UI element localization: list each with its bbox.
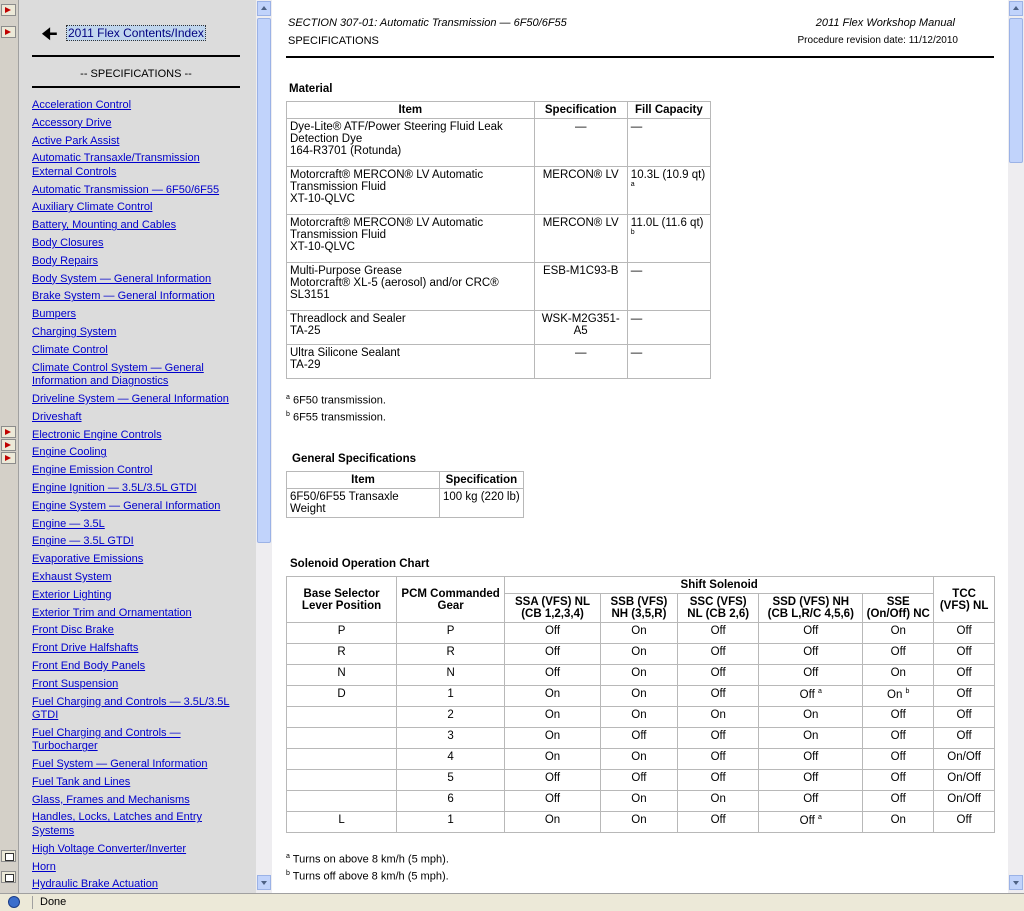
nav-item[interactable] (32, 393, 242, 407)
general-title: General Specifications (292, 453, 416, 465)
state-cell: Off (759, 644, 863, 665)
scroll-down-icon[interactable] (1009, 875, 1023, 890)
gear-cell: 4 (397, 749, 505, 770)
spec-cell: — (534, 119, 627, 167)
fill-cell: — (627, 345, 710, 379)
col-header: SSC (VFS) NL (CB 2,6) (678, 594, 759, 623)
state-cell: Off (678, 665, 759, 686)
state-cell: On (600, 812, 677, 833)
base-cell: R (287, 644, 397, 665)
nav-link[interactable]: Fuel System — General Information (32, 758, 208, 771)
state-cell: Off $^a$ (759, 686, 863, 707)
nav-link[interactable]: Automatic Transmission — 6F50/6F55 (32, 183, 220, 196)
nav-link[interactable]: Exterior Lighting (32, 588, 112, 601)
nav-link-list (32, 99, 242, 893)
col-header: Specification (440, 472, 524, 489)
nav-link[interactable]: Driveline System — General Information (32, 392, 229, 405)
table-row (287, 686, 995, 707)
nav-link[interactable]: Body Repairs (32, 254, 99, 267)
footnote-mark: a (817, 688, 822, 695)
content-scrollbar[interactable] (1008, 0, 1024, 893)
item-cell: Motorcraft® MERCON® LV Automatic Transmission Fluid XT-10-QLVC (287, 215, 535, 263)
gear-cell: 2 (397, 707, 505, 728)
col-header: Fill Capacity (627, 102, 710, 119)
nav-item[interactable] (32, 482, 242, 496)
state-cell: Off (678, 812, 759, 833)
window-icon[interactable] (1, 850, 16, 862)
table-row (287, 263, 711, 311)
arrow-icon[interactable] (1, 439, 16, 451)
nav-item[interactable] (32, 429, 242, 443)
scroll-down-icon[interactable] (257, 875, 271, 890)
state-cell: Off (600, 728, 677, 749)
state-cell: Off (505, 791, 601, 812)
nav-item[interactable] (32, 446, 242, 460)
footnote: $^a$ Turns on above 8 km/h (5 mph). (286, 853, 449, 866)
item-cell: Ultra Silicone Sealant TA-29 (287, 345, 535, 379)
nav-link[interactable]: Automatic Transaxle/Transmission External Controls (32, 152, 200, 178)
state-cell: On/Off (934, 749, 995, 770)
state-cell: Off $^a$ (759, 812, 863, 833)
col-header: TCC (VFS) NL (934, 577, 995, 623)
nav-link[interactable]: Brake System — General Information (32, 290, 215, 303)
nav-item[interactable] (32, 624, 242, 638)
state-cell: Off (505, 644, 601, 665)
prev-arrow-icon[interactable] (1, 26, 16, 38)
nav-item[interactable] (32, 201, 242, 215)
footnote: $^b$ 6F55 transmission. (286, 411, 386, 424)
nav-item[interactable] (32, 500, 242, 514)
col-header: SSE (On/Off) NC (863, 594, 934, 623)
nav-link[interactable]: Climate Control System — General Information and Diagnostics (32, 361, 204, 388)
state-cell: On (505, 749, 601, 770)
base-cell: P (287, 623, 397, 644)
fill-cell: — (627, 311, 710, 345)
nav-link[interactable]: Hydraulic Brake Actuation (32, 878, 158, 891)
state-cell: On (863, 623, 934, 644)
spec-cell: MERCON® LV (534, 167, 627, 215)
col-header: Base Selector Lever Position (287, 577, 397, 623)
col-header: SSA (VFS) NL (CB 1,2,3,4) (505, 594, 601, 623)
footnote-mark: b (905, 688, 910, 695)
state-cell: Off (759, 749, 863, 770)
item-cell: 6F50/6F55 Transaxle Weight (287, 489, 440, 518)
prev-arrow-icon[interactable] (1, 4, 16, 16)
state-cell: Off (759, 665, 863, 686)
table-row (287, 345, 711, 379)
scroll-up-icon[interactable] (257, 1, 271, 16)
nav-item[interactable] (32, 758, 242, 772)
nav-item[interactable] (32, 99, 242, 113)
state-cell: Off (505, 665, 601, 686)
state-cell: Off (934, 707, 995, 728)
state-cell: On (600, 791, 677, 812)
state-cell: Off (934, 812, 995, 833)
footnote-mark: a (817, 814, 822, 821)
table-row (287, 812, 995, 833)
state-cell: Off (678, 749, 759, 770)
nav-item[interactable] (32, 642, 242, 656)
scroll-up-icon[interactable] (1009, 1, 1023, 16)
base-cell: D (287, 686, 397, 707)
state-cell: On (600, 623, 677, 644)
gear-cell: 1 (397, 686, 505, 707)
nav-item[interactable] (32, 362, 242, 389)
table-row (287, 167, 711, 215)
nav-item[interactable] (32, 678, 242, 692)
header-divider (286, 56, 994, 58)
nav-link[interactable]: Exhaust System (32, 570, 112, 583)
footnote-mark: a (630, 181, 635, 188)
table-row (287, 215, 711, 263)
fill-cell: — (627, 119, 710, 167)
nav-link[interactable]: Front Disc Brake (32, 624, 114, 637)
content-scroll-thumb[interactable] (1009, 18, 1023, 163)
nav-link[interactable]: Glass, Frames and Mechanisms (32, 793, 190, 806)
state-cell: Off (505, 623, 601, 644)
base-cell (287, 791, 397, 812)
revision-date: Procedure revision date: 11/12/2010 (797, 35, 958, 46)
contents-index-link[interactable]: 2011 Flex Contents/Index (68, 26, 204, 40)
divider (32, 55, 240, 57)
state-cell: Off (863, 770, 934, 791)
state-cell: Off (934, 623, 995, 644)
gear-cell: R (397, 644, 505, 665)
spec-cell: — (534, 345, 627, 379)
nav-link[interactable]: Front Suspension (32, 677, 119, 690)
nav-item[interactable] (32, 237, 242, 251)
state-cell: On (678, 707, 759, 728)
table-row (287, 665, 995, 686)
state-cell: Off (505, 770, 601, 791)
nav-link[interactable]: Engine Emission Control (32, 464, 153, 477)
nav-item[interactable] (32, 255, 242, 269)
nav-item[interactable] (32, 152, 242, 179)
state-cell: Off (678, 644, 759, 665)
state-cell: On (600, 644, 677, 665)
section-title: SECTION 307-01: Automatic Transmission — 6F50/6F55 (288, 17, 567, 29)
state-cell: Off (934, 644, 995, 665)
state-cell: On (505, 686, 601, 707)
state-cell: On (505, 728, 601, 749)
nav-link[interactable]: Handles, Locks, Latches and Entry Systems (32, 811, 202, 837)
base-cell (287, 728, 397, 749)
state-cell: Off (759, 770, 863, 791)
base-cell: N (287, 665, 397, 686)
nav-link[interactable]: Accessory Drive (32, 116, 112, 129)
col-header: Specification (534, 102, 627, 119)
manual-title: 2011 Flex Workshop Manual (815, 17, 955, 29)
nav-link[interactable]: Fuel Tank and Lines (32, 775, 131, 788)
state-cell: Off (678, 770, 759, 791)
fill-cell: — (627, 263, 710, 311)
nav-item[interactable] (32, 553, 242, 567)
table-row (287, 644, 995, 665)
nav-item[interactable] (32, 794, 242, 808)
nav-link[interactable]: Electronic Engine Controls (32, 428, 162, 441)
state-cell: On (600, 749, 677, 770)
state-cell: On (863, 812, 934, 833)
side-toolbar (0, 0, 19, 893)
state-cell: On (505, 812, 601, 833)
divider (32, 896, 33, 909)
spec-cell: MERCON® LV (534, 215, 627, 263)
nav-item[interactable] (32, 696, 242, 723)
nav-item[interactable] (32, 727, 242, 754)
spec-cell: WSK-M2G351-A5 (534, 311, 627, 345)
table-row (287, 770, 995, 791)
material-table (286, 101, 711, 379)
nav-item[interactable] (32, 464, 242, 478)
state-cell: On (600, 665, 677, 686)
col-header: SSB (VFS) NH (3,5,R) (600, 594, 677, 623)
col-header: Item (287, 102, 535, 119)
spec-cell: 100 kg (220 lb) (440, 489, 524, 518)
state-cell: Off (678, 623, 759, 644)
item-cell: Multi-Purpose Grease Motorcraft® XL-5 (aerosol) and/or CRC® SL3151 (287, 263, 535, 311)
gear-cell: 3 (397, 728, 505, 749)
nav-link[interactable]: Bumpers (32, 308, 77, 321)
state-cell: Off (863, 749, 934, 770)
state-cell: Off (863, 728, 934, 749)
nav-link[interactable]: Auxiliary Climate Control (32, 201, 153, 214)
navigation-pane (19, 0, 256, 893)
fill-cell: 11.0L (11.6 qt) $^b$ (627, 215, 710, 263)
table-row (287, 489, 524, 518)
nav-scroll-thumb[interactable] (257, 18, 271, 543)
nav-item[interactable] (32, 326, 242, 340)
status-bar (0, 893, 1024, 911)
nav-item[interactable] (32, 607, 242, 621)
state-cell: On/Off (934, 770, 995, 791)
state-cell: Off (934, 686, 995, 707)
nav-link[interactable]: Horn (32, 860, 56, 873)
nav-item[interactable] (32, 135, 242, 149)
nav-link[interactable]: Engine — 3.5L (32, 517, 105, 530)
nav-link[interactable]: High Voltage Converter/Inverter (32, 842, 187, 855)
col-header: SSD (VFS) NH (CB L,R/C 4,5,6) (759, 594, 863, 623)
nav-item[interactable] (32, 117, 242, 131)
nav-link[interactable]: Body System — General Information (32, 272, 212, 285)
back-arrow-icon[interactable]: 🠈 (41, 24, 58, 44)
solenoid-chart-table (286, 576, 995, 833)
nav-item[interactable] (32, 861, 242, 875)
state-cell: On (759, 728, 863, 749)
state-cell: On (600, 686, 677, 707)
nav-item[interactable] (32, 290, 242, 304)
state-cell: On (759, 707, 863, 728)
item-cell: Motorcraft® MERCON® LV Automatic Transmission Fluid XT-10-QLVC (287, 167, 535, 215)
nav-item[interactable] (32, 535, 242, 549)
nav-link[interactable]: Battery, Mounting and Cables (32, 219, 177, 232)
nav-item[interactable] (32, 878, 242, 892)
state-cell: Off (863, 791, 934, 812)
table-row (287, 623, 995, 644)
material-title: Material (289, 83, 333, 95)
gear-cell: 1 (397, 812, 505, 833)
nav-item[interactable] (32, 843, 242, 857)
state-cell: Off (934, 665, 995, 686)
nav-link[interactable]: Active Park Assist (32, 134, 120, 147)
base-cell: L (287, 812, 397, 833)
section-subtitle: SPECIFICATIONS (288, 35, 379, 47)
item-cell: Dye-Lite® ATF/Power Steering Fluid Leak Detection Dye 164-R3701 (Rotunda) (287, 119, 535, 167)
nav-item[interactable] (32, 776, 242, 790)
state-cell: Off (863, 644, 934, 665)
footnote-mark: b (630, 229, 635, 236)
table-row (287, 311, 711, 345)
nav-link[interactable]: Engine Cooling (32, 446, 107, 459)
nav-heading: -- SPECIFICATIONS -- (80, 68, 192, 80)
print-icon[interactable] (1, 871, 16, 883)
nav-scrollbar[interactable] (256, 0, 272, 893)
content-area (273, 0, 1008, 893)
arrow-icon[interactable] (1, 426, 16, 438)
nav-link[interactable]: Body Closures (32, 237, 104, 250)
state-cell: Off (600, 770, 677, 791)
nav-item[interactable] (32, 219, 242, 233)
base-cell (287, 770, 397, 791)
nav-item[interactable] (32, 184, 242, 198)
state-cell: On (600, 707, 677, 728)
spec-cell: ESB-M1C93-B (534, 263, 627, 311)
table-row (287, 749, 995, 770)
state-cell: On (863, 665, 934, 686)
footnote: $^b$ Turns off above 8 km/h (5 mph). (286, 870, 449, 883)
footnote: $^a$ 6F50 transmission. (286, 394, 386, 407)
nav-item[interactable] (32, 411, 242, 425)
gear-cell: 5 (397, 770, 505, 791)
state-cell: On (678, 791, 759, 812)
state-cell: On (505, 707, 601, 728)
status-text: Done (40, 896, 67, 908)
nav-link[interactable]: Fuel Charging and Controls — Turbocharger (32, 726, 181, 753)
state-cell: Off (759, 791, 863, 812)
table-row (287, 707, 995, 728)
col-header: Item (287, 472, 440, 489)
nav-link[interactable]: Fuel Charging and Controls — 3.5L/3.5L GTDI (32, 695, 230, 721)
nav-link[interactable]: Climate Control (32, 343, 108, 356)
nav-link[interactable]: Engine Ignition — 3.5L/3.5L GTDI (32, 481, 197, 494)
table-row (287, 791, 995, 812)
nav-link[interactable]: Engine — 3.5L GTDI (32, 535, 134, 548)
state-cell: On/Off (934, 791, 995, 812)
gear-cell: P (397, 623, 505, 644)
solenoid-title: Solenoid Operation Chart (290, 558, 430, 570)
base-cell (287, 749, 397, 770)
nav-link[interactable]: Driveshaft (32, 410, 82, 423)
base-cell (287, 707, 397, 728)
nav-item[interactable] (32, 660, 242, 674)
table-row (287, 728, 995, 749)
nav-link[interactable]: Evaporative Emissions (32, 553, 144, 566)
globe-icon (8, 896, 20, 908)
nav-link[interactable]: Acceleration Control (32, 99, 132, 111)
fill-cell: 10.3L (10.9 qt) $^a$ (627, 167, 710, 215)
state-cell: On $^b$ (863, 686, 934, 707)
arrow-icon[interactable] (1, 452, 16, 464)
nav-item[interactable] (32, 308, 242, 322)
nav-item[interactable] (32, 518, 242, 532)
state-cell: Off (678, 686, 759, 707)
state-cell: Off (678, 728, 759, 749)
state-cell: Off (863, 707, 934, 728)
nav-link[interactable]: Front Drive Halfshafts (32, 642, 139, 655)
gear-cell: 6 (397, 791, 505, 812)
item-cell: Threadlock and Sealer TA-25 (287, 311, 535, 345)
general-spec-table (286, 471, 524, 518)
nav-link[interactable]: Engine System — General Information (32, 499, 221, 512)
nav-link[interactable]: Exterior Trim and Ornamentation (32, 606, 192, 619)
nav-item[interactable] (32, 589, 242, 603)
nav-item[interactable] (32, 344, 242, 358)
nav-item[interactable] (32, 273, 242, 287)
state-cell: Off (934, 728, 995, 749)
table-row (287, 119, 711, 167)
state-cell: Off (759, 623, 863, 644)
gear-cell: N (397, 665, 505, 686)
nav-link[interactable]: Front End Body Panels (32, 659, 146, 672)
nav-link[interactable]: Charging System (32, 326, 117, 339)
divider (32, 86, 240, 88)
col-header: PCM Commanded Gear (397, 577, 505, 623)
nav-item[interactable] (32, 571, 242, 585)
nav-item[interactable] (32, 811, 242, 838)
group-header: Shift Solenoid (505, 577, 934, 594)
